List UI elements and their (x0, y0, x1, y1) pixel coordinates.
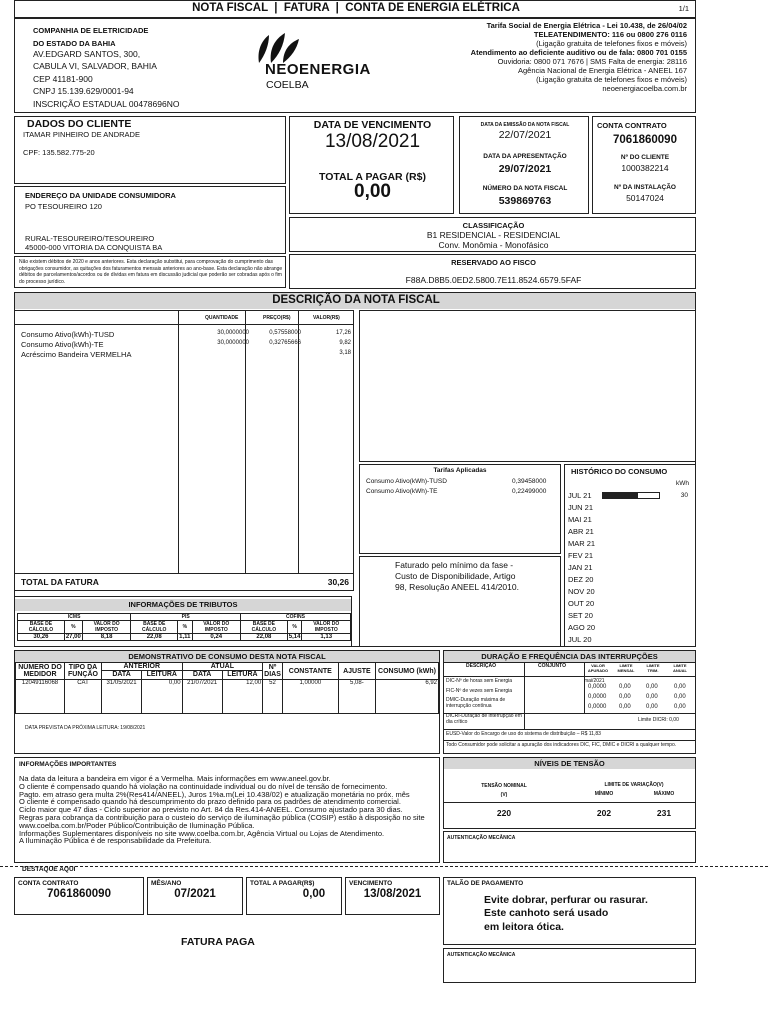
int-val: 0,00 (674, 684, 686, 690)
voltage-h-max: MÁXIMO (653, 791, 675, 797)
important-line: Ciclo maior que 47 dias - Ciclo superior ao previsto no Art. 84 da Res.414-ANEEL. Consumo ajustado para 30 dias. (19, 805, 403, 815)
item-price: 0,57558000 (269, 330, 301, 336)
contact-deaf: Atendimento ao deficiente auditivo ou de fala: 0800 701 0155 (470, 48, 687, 57)
history-month: FEV 21 (568, 551, 594, 560)
contract-block (592, 116, 696, 214)
stub-due-value: 13/08/2021 (363, 888, 422, 900)
tariffs-title: Tarifas Aplicadas (433, 467, 487, 474)
contact-free-call: (Ligação gratuita de telefones fixos e móveis) (536, 39, 687, 48)
h-curr-read: LEITURA (222, 671, 262, 680)
tax-h-pct: % (64, 621, 82, 634)
consumption-kwh: 6,92 (376, 680, 439, 714)
invoice-label: NÚMERO DA NOTA FISCAL (482, 185, 568, 192)
history-row (568, 502, 694, 514)
int-h-set: CONJUNTO (538, 663, 566, 669)
talao-line-2: Este canhoto será usado (484, 907, 609, 919)
history-bar-fill (603, 493, 638, 498)
contact-website: neoenergiacoelba.com.br (602, 84, 687, 93)
history-title: HISTÓRICO DO CONSUMO (571, 467, 668, 476)
cut-here-label: DESTAQUE AQUI (22, 866, 76, 873)
logo-neoenergia: NEOENERGIA (265, 61, 371, 78)
h-meter: NÚMERO DO MEDIDOR (16, 663, 65, 680)
history-month: MAR 21 (568, 539, 596, 548)
tariffs-box (359, 464, 561, 554)
item-desc: Consumo Ativo(kWh)-TUSD (21, 330, 115, 339)
document-title: NOTA FISCAL | FATURA | CONTA DE ENERGIA ELÉTRICA (192, 2, 520, 14)
stub-month-label: MÊS/ANO (151, 880, 182, 887)
contract-number: 7061860090 (613, 134, 677, 146)
constant: 1,00000 (282, 680, 338, 714)
due-block (289, 116, 454, 214)
contact-tariff-social: Tarifa Social de Energia Elétrica - Lei 10.438, de 26/04/02 (486, 21, 687, 30)
history-month: JUL 20 (568, 635, 592, 644)
prev-date: 31/05/2021 (102, 680, 142, 714)
stub-total (246, 877, 342, 915)
debt-notice (14, 256, 286, 288)
h-consumption: CONSUMO (kWh) (376, 663, 439, 680)
emission-label: DATA DA EMISSÃO DA NOTA FISCAL (480, 122, 570, 128)
cut-line (0, 866, 768, 867)
int-desc: FIC-Nº de vezes sem Energia (446, 688, 513, 694)
history-value: 30 (680, 492, 688, 499)
stub-total-value: 0,00 (302, 888, 326, 900)
h-function: TIPO DA FUNÇÃO (65, 663, 102, 680)
important-block (14, 757, 440, 863)
classification-line-2: Conv. Monômia - Monofásico (438, 240, 549, 250)
tax-group-cofins: COFINS (240, 614, 350, 621)
client-number-label: Nº DO CLIENTE (620, 154, 670, 161)
tariff-name: Consumo Ativo(kWh)-TE (366, 488, 438, 495)
curr-reading: 12,00 (222, 680, 262, 714)
company-name-2: DO ESTADO DA BAHIA (33, 39, 116, 48)
tax-value: 1,11 (179, 634, 191, 640)
int-val: 0,00 (646, 684, 658, 690)
int-h-col-3: LIMITE TRIM. (646, 663, 660, 673)
tax-value: 22,08 (131, 634, 178, 641)
item-price: 0,32765666 (269, 340, 301, 346)
company-ie: INSCRIÇÃO ESTADUAL 00478696NO (33, 99, 180, 109)
company-block (14, 18, 696, 113)
item-qty: 30,0000000 (217, 340, 249, 346)
stub-contract-label: CONTA CONTRATO (18, 880, 79, 887)
tariff-row-1 (366, 478, 556, 485)
address-line-1: PO TESOUREIRO 120 (25, 202, 102, 211)
tax-value: 8,18 (82, 634, 130, 641)
history-row (568, 538, 694, 550)
int-desc: DIC-Nº de horas sem Energia (446, 678, 513, 684)
int-val: 0,00 (674, 694, 686, 700)
auth-label-2: AUTENTICAÇÃO MECÂNICA (447, 952, 516, 958)
item-value: 9,82 (339, 340, 351, 346)
talao-line-3: em leitora ótica. (484, 921, 564, 933)
logo-coelba: COELBA (266, 79, 309, 91)
int-row-dic (446, 678, 695, 690)
int-desc: DMIC-Duração máxima de interrupção contínua (446, 697, 506, 709)
tariff-value: 0,22499000 (512, 488, 547, 495)
int-val: 0,0000 (588, 684, 607, 690)
important-line: O cliente é compensado quando há descumprimento do prazo definido para os padrões de atendimento comercial. (19, 797, 401, 807)
contact-free-call-2: (Ligação gratuita de telefones fixos e móveis) (536, 75, 687, 84)
classification-label: CLASSIFICAÇÃO (462, 221, 525, 230)
adjust: 5,08- (338, 680, 375, 714)
h-prev-read: LEITURA (142, 671, 182, 680)
tax-value: 5,14 (288, 634, 301, 640)
client-number: 1000382214 (621, 163, 669, 173)
company-cnpj: CNPJ 15.139.629/0001-94 (33, 86, 134, 96)
history-list (568, 490, 694, 646)
important-lines (19, 775, 439, 845)
history-row (568, 490, 694, 502)
client-name: ITAMAR PINHEIRO DE ANDRADE (23, 130, 140, 139)
stub-contract-value: 7061860090 (47, 888, 111, 900)
auth-label: AUTENTICAÇÃO MECÂNICA (447, 835, 516, 841)
tariff-name: Consumo Ativo(kWh)-TUSD (366, 478, 447, 485)
tax-h-base: BASE DE CÁLCULO (18, 621, 65, 634)
history-box (564, 464, 696, 647)
history-row (568, 550, 694, 562)
contact-phone: TELEATENDIMENTO: 116 ou 0800 276 0116 (533, 30, 687, 39)
tax-value: 0,24 (192, 634, 240, 641)
talao-box (443, 877, 696, 945)
meter-number: 12049116068 (16, 680, 65, 714)
h-adjust: AJUSTE (338, 663, 375, 680)
int-val: 0,00 (674, 704, 686, 710)
int-val: 0,00 (619, 684, 631, 690)
items-box (14, 310, 354, 591)
h-previous: ANTERIOR (102, 663, 183, 671)
voltage-min: 202 (596, 808, 612, 818)
due-label: DATA DE VENCIMENTO (313, 119, 432, 131)
mechanical-auth-1 (443, 831, 696, 863)
tax-h-pct: % (178, 621, 192, 634)
stub-total-label: TOTAL A PAGAR(R$) (250, 880, 315, 887)
tax-value: 27,00 (65, 634, 81, 640)
consumption-block (14, 650, 440, 754)
int-h-col-4: LIMITE ANUAL (673, 663, 687, 673)
tax-h-base: BASE DE CÁLCULO (240, 621, 287, 634)
due-date: 13/08/2021 (324, 131, 421, 152)
consumption-title: DEMONSTRATIVO DE CONSUMO DESTA NOTA FISCAL (15, 651, 439, 662)
description-title: DESCRIÇÃO DA NOTA FISCAL (272, 294, 440, 306)
int-dicri-limit: Limite DICRI: 0,00 (638, 717, 679, 723)
int-val: 0,0000 (588, 704, 607, 710)
total-value: 0,00 (354, 181, 391, 202)
col-quantity: QUANTIDADE (205, 315, 239, 321)
history-month: JAN 21 (568, 563, 593, 572)
history-month: AGO 20 (568, 623, 596, 632)
history-row (568, 622, 694, 634)
history-month: DEZ 20 (568, 575, 594, 584)
item-row-3 (21, 350, 351, 359)
int-val: 0,00 (646, 704, 658, 710)
voltage-h-nominal: TENSÃO NOMINAL (V) (481, 783, 527, 798)
fisco-label: RESERVADO AO FISCO (451, 258, 536, 267)
neoenergia-leaf-logo-icon (253, 29, 301, 65)
tax-group-icms: ICMS (18, 614, 131, 621)
history-month: JUL 21 (568, 491, 592, 500)
h-days: Nº DIAS (264, 664, 281, 678)
int-row-fic (446, 688, 695, 700)
presentation-date: 29/07/2021 (498, 163, 552, 175)
client-title: DADOS DO CLIENTE (27, 118, 132, 130)
taxes-block (14, 596, 352, 647)
address-line-3: 45000-000 VITORIA DA CONQUISTA BA (25, 243, 163, 252)
int-h-col-2: LIMITE MENSAL (617, 663, 635, 673)
history-month: OUT 20 (568, 599, 595, 608)
voltage-nominal: 220 (496, 808, 512, 818)
int-val: 0,0000 (588, 694, 607, 700)
history-row (568, 586, 694, 598)
tax-group-pis: PIS (131, 614, 241, 621)
voltage-max: 231 (656, 808, 672, 818)
consumption-table (15, 662, 439, 714)
interruptions-block (443, 650, 696, 754)
client-block (14, 116, 286, 184)
company-cep: CEP 41181-900 (33, 74, 93, 84)
contact-info (407, 21, 687, 93)
invoice-total-value: 30,26 (327, 577, 349, 587)
history-row (568, 574, 694, 586)
item-desc: Consumo Ativo(kWh)-TE (21, 340, 104, 349)
voltage-title: NÍVEIS DE TENSÃO (444, 758, 695, 769)
important-line: Pagto. em atraso gera multa 2%(Res414/ANEEL), Juros 1%a.m(Lei 10.438/02) e atualização monetária no próx. mês (19, 789, 410, 799)
installation-number: 50147024 (626, 193, 664, 203)
stub-month-value: 07/2021 (174, 888, 216, 900)
client-cpf: CPF: 135.582.775-20 (23, 148, 95, 157)
blank-right-box (359, 310, 696, 462)
taxes-table (17, 613, 351, 641)
classification-line-1: B1 RESIDENCIAL - RESIDENCIAL (426, 230, 561, 240)
int-val: 0,00 (619, 704, 631, 710)
col-value: VALOR(R$) (313, 315, 340, 321)
item-row-1 (21, 330, 351, 339)
tax-h-val: VALOR DO IMPOSTO (82, 621, 130, 634)
client-address-block (14, 186, 286, 254)
tax-h-val: VALOR DO IMPOSTO (192, 621, 240, 634)
company-address-1: AV.EDGARD SANTOS, 300, (33, 49, 141, 59)
installation-label: Nº DA INSTALAÇÃO (614, 184, 676, 191)
tax-h-pct: % (287, 621, 302, 634)
history-row (568, 562, 694, 574)
important-line: Regras para cobrança da contribuição para o custeio do serviço de iluminação pública (COSIP) estão à disposição no site (19, 812, 425, 822)
history-row (568, 598, 694, 610)
header-bar (14, 0, 696, 18)
minimum-note: Faturado pelo mínimo da fase - Custo de Disponibilidade, Artigo 98, Resolução ANEEL 414/2010. (395, 560, 519, 592)
contract-label: CONTA CONTRATO (597, 121, 667, 130)
tariff-row-2 (366, 488, 556, 495)
presentation-label: DATA DA APRESENTAÇÃO (483, 153, 567, 160)
h-current: ATUAL (182, 663, 263, 671)
prev-reading: 0,00 (142, 680, 182, 714)
next-reading-date: DATA PREVISTA DA PRÓXIMA LEITURA: 19/08/2021 (25, 725, 146, 731)
history-month: ABR 21 (568, 527, 594, 536)
item-row-2 (21, 340, 351, 349)
paid-stamp: FATURA PAGA (181, 936, 255, 948)
int-h-col-1: VALOR APURADO (587, 663, 609, 673)
important-line: A Iluminação Pública é de responsabilidade da Prefeitura. (19, 836, 212, 846)
contact-ombudsman: Ouvidoria: 0800 071 7676 | SMS Falta de energia: 28116 (497, 57, 687, 66)
important-title: INFORMAÇÕES IMPORTANTES (19, 761, 117, 768)
history-row (568, 610, 694, 622)
mechanical-auth-2 (443, 948, 696, 983)
voltage-h-limit: LIMITE DE VARIAÇÃO(V) (604, 782, 664, 788)
minimum-note-box (359, 556, 561, 647)
fisco-code: F88A.D8B5.0ED2.5800.7E11.8524.6579.5FAF (405, 275, 582, 285)
address-line-2: RURAL-TESOUREIRO/TESOUREIRO (25, 234, 155, 243)
history-month: SET 20 (568, 611, 593, 620)
interruptions-title: DURAÇÃO E FREQUÊNCIA DAS INTERRUPÇÕES (444, 651, 695, 662)
important-line: www.coelba.com.br/Poder Público/Contribuição de Iluminação Pública. (19, 820, 255, 830)
tax-value: 22,08 (240, 634, 287, 641)
dates-block (459, 116, 589, 214)
taxes-title: INFORMAÇÕES DE TRIBUTOS (15, 599, 351, 611)
invoice-number: 539869763 (498, 195, 552, 207)
history-month: JUN 21 (568, 503, 594, 512)
item-qty: 30,0000000 (217, 330, 249, 336)
fisco-block (289, 254, 696, 289)
stub-month (147, 877, 243, 915)
history-month: NOV 20 (568, 587, 595, 596)
h-constant: CONSTANTE (282, 663, 338, 680)
history-row (568, 634, 694, 646)
company-name-1: COMPANHIA DE ELETRICIDADE (33, 26, 149, 35)
item-desc: Acréscimo Bandeira VERMELHA (21, 350, 132, 359)
voltage-block (443, 757, 696, 829)
int-val: 0,00 (619, 694, 631, 700)
page-number: 1/1 (678, 4, 689, 13)
int-eusd: EUSD-Valor do Encargo de uso do sistema de distribuição – R$ 11,83 (446, 731, 601, 737)
emission-date: 22/07/2021 (498, 129, 552, 141)
history-bar (602, 492, 660, 499)
tax-value: 30,26 (18, 634, 65, 641)
total-label: TOTAL A PAGAR (R$) (319, 171, 426, 183)
int-val: 0,00 (646, 694, 658, 700)
int-note: Todo Consumidor pode solicitar a apuração dos indicadores DIC, FIC, DMIC e DICRI a qualquer tempo. (446, 742, 677, 748)
tax-h-val: VALOR DO IMPOSTO (302, 621, 351, 634)
stub-contract (14, 877, 144, 915)
h-prev-date: DATA (102, 671, 142, 680)
important-line: O cliente é compensado quando há violação na continuidade individual ou do nível de tensão de fornecimento. (19, 781, 388, 791)
stub-due-label: VENCIMENTO (349, 880, 393, 887)
stub-due (345, 877, 440, 915)
debt-notice-text: Não existem débitos de 2020 e anos anteriores. Esta declaração substitui, para comprovação do cumprimento das obrigações consumidor, as quitações dos faturamentos mensais anteriores ao ano-base. Esta declaração não abrange débitos de parcelamentos/acordos ou de dívidas em fatura em discussão judicial que poderão ser cobradas após o fim do processo jurídico. (19, 259, 283, 285)
company-address-2: CABULA VI, SALVADOR, BAHIA (33, 61, 157, 71)
int-h-desc: DESCRIÇÃO (466, 663, 497, 669)
important-line: Na data da leitura a bandeira em vigor é a Vermelha. Mais informações em www.aneel.gov.br. (19, 774, 331, 783)
tax-h-base: BASE DE CÁLCULO (131, 621, 178, 634)
history-row (568, 526, 694, 538)
classification-block (289, 217, 696, 252)
int-period: mai/2021 (584, 678, 605, 684)
voltage-h-min: MÍNIMO (594, 791, 614, 797)
days: 52 (263, 680, 283, 714)
history-row (568, 514, 694, 526)
talao-line-1: Evite dobrar, perfurar ou rasurar. (484, 894, 648, 906)
talao-label: TALÃO DE PAGAMENTO (447, 880, 524, 887)
history-month: MAI 21 (568, 515, 592, 524)
col-price: PREÇO(R$) (263, 315, 291, 321)
tax-value: 1,13 (302, 634, 351, 641)
important-line: Informações Suplementares disponíveis no site www.coelba.com.br, Agência Virtual ou Lojas de Atendimento. (19, 828, 385, 838)
history-unit: kWh (676, 480, 689, 487)
tariff-value: 0,39458000 (512, 478, 547, 485)
h-curr-date: DATA (182, 671, 222, 680)
item-value: 3,18 (339, 350, 351, 356)
address-title: ENDEREÇO DA UNIDADE CONSUMIDORA (25, 191, 176, 200)
invoice-total-label: TOTAL DA FATURA (21, 577, 99, 587)
item-value: 17,26 (335, 330, 351, 336)
function-type: CAT (65, 680, 102, 714)
curr-date: 21/07/2021 (182, 680, 222, 714)
int-dicri: DICRI-Duração de interrupção em dia crítico (446, 713, 522, 725)
contact-aneel: Agência Nacional de Energia Elétrica - ANEEL 167 (518, 66, 687, 75)
